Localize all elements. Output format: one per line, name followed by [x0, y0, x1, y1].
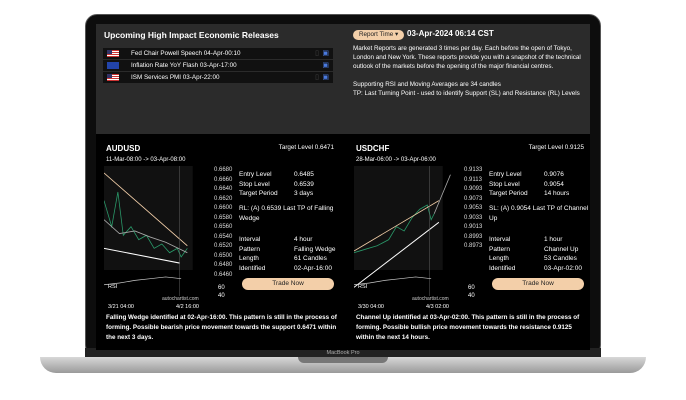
price-tick: 0.6520 — [214, 243, 233, 249]
target-level: Target Level 0.9125 — [528, 144, 584, 151]
price-chart — [354, 166, 462, 296]
calendar-add-icon[interactable]: ▣ — [322, 62, 329, 69]
length-label: Length — [239, 255, 259, 262]
rsi-axis — [218, 284, 225, 300]
price-tick: 0.9113 — [464, 176, 482, 183]
rsi-tick: 60 — [468, 285, 475, 291]
period-label: Target Period — [489, 190, 528, 197]
price-tick: 0.9133 — [464, 167, 483, 173]
report-para: TP: Last Turning Point - used to identify Support (SL) and Resistance (RL) Levels — [353, 90, 580, 97]
turning-point-note: SL: (A) 0.9054 Last TP of Channel Up — [489, 205, 589, 222]
top-section — [96, 24, 590, 134]
interval-label: Interval — [489, 236, 511, 243]
entry-label: Entry Level — [489, 171, 522, 178]
symbol: AUDUSD — [106, 144, 141, 153]
calendar-add-icon[interactable]: ▣ — [322, 50, 329, 57]
price-tick: 0.6620 — [214, 195, 233, 202]
calendar-add-icon[interactable]: ▣ — [322, 74, 329, 81]
price-axis — [464, 166, 482, 252]
pattern-value: Channel Up — [544, 245, 579, 253]
identified-value: 03-Apr-02:00 — [544, 264, 582, 272]
length-label: Length — [489, 255, 509, 262]
pattern-value: Falling Wedge — [294, 245, 336, 253]
interval-row — [239, 235, 312, 245]
entry-label: Entry Level — [239, 171, 272, 178]
period-label: Target Period — [239, 190, 278, 197]
length-value: 61 Candles — [294, 255, 327, 262]
price-tick: 0.8993 — [464, 233, 483, 240]
screen — [96, 24, 590, 350]
identified-label: Identified — [239, 264, 266, 272]
pattern-label: Pattern — [239, 245, 260, 253]
event-label: Inflation Rate YoY Flash 03-Apr-17:00 — [131, 62, 237, 69]
laptop-notch — [298, 357, 388, 363]
identified-label: Identified — [489, 264, 516, 272]
x-tick: 4/3 02:00 — [426, 304, 449, 310]
x-tick: 3/21 04:00 — [108, 304, 134, 310]
period-value: 3 days — [294, 190, 314, 197]
price-tick: 0.6600 — [214, 205, 233, 211]
interval-value: 4 hour — [294, 236, 313, 243]
price-tick: 0.6640 — [214, 186, 233, 192]
pattern-description: Channel Up identified at 03-Apr-02:00. This pattern is still in the process of forming. Possible bullish price movement towards the resistance 0.9125 within the next 14 hours. — [356, 314, 580, 341]
event-row[interactable] — [103, 72, 333, 83]
price-tick: 0.6660 — [214, 176, 233, 183]
pattern-description: Falling Wedge identified at 02-Apr-16:00. This pattern is still in the process of forming. Possible bearish price movement towards the support 0.6471 within the next 3 days. — [106, 314, 337, 341]
interval-value: 1 hour — [544, 236, 563, 243]
pattern-row — [239, 245, 335, 255]
report-time: 03-Apr-2024 06:14 CST — [407, 29, 494, 38]
stop-row — [239, 180, 314, 190]
length-row — [489, 254, 577, 264]
pattern-label: Pattern — [489, 245, 510, 253]
calendar-icon[interactable]: ▯ — [315, 50, 319, 57]
price-tick: 0.9073 — [464, 195, 483, 202]
price-tick: 0.6500 — [214, 252, 233, 259]
panel-usdchf — [346, 138, 590, 350]
rsi-tick: 40 — [468, 293, 475, 299]
report-time-dropdown[interactable]: Report Time ▾ — [353, 30, 404, 40]
interval-label: Interval — [239, 236, 261, 243]
rsi-label: RSI — [108, 284, 118, 290]
events-title: Upcoming High Impact Economic Releases — [104, 30, 279, 40]
x-tick: 3/30 04:00 — [358, 304, 384, 310]
report-text — [353, 44, 585, 98]
price-tick: 0.9053 — [464, 205, 483, 211]
price-axis — [214, 166, 232, 280]
period-value: 14 hours — [544, 190, 570, 197]
stop-value: 0.9054 — [544, 180, 564, 188]
source-label: autochartist.com — [162, 296, 199, 302]
turning-point-note: RL: (A) 0.6539 Last TP of Falling Wedge — [239, 205, 334, 222]
event-row[interactable] — [103, 48, 333, 59]
price-tick: 0.9013 — [464, 224, 483, 230]
length-value: 53 Candles — [544, 255, 577, 262]
entry-row — [489, 170, 564, 180]
target-level: Target Level 0.6471 — [278, 144, 334, 151]
price-tick: 0.6540 — [214, 233, 233, 240]
rsi-axis — [468, 284, 475, 300]
price-tick: 0.8973 — [464, 243, 483, 249]
symbol: USDCHF — [356, 144, 390, 153]
date-range: 28-Mar-06:00 -> 03-Apr-06:00 — [356, 157, 436, 163]
interval-row — [489, 235, 562, 245]
rsi-label: RSI — [358, 284, 368, 290]
price-tick: 0.6560 — [214, 224, 233, 230]
event-row[interactable] — [103, 60, 333, 71]
identified-row — [489, 264, 582, 274]
price-tick: 0.9033 — [464, 214, 483, 221]
rsi-tick: 40 — [218, 293, 225, 299]
panel-audusd — [96, 138, 340, 350]
eu-flag-icon — [107, 62, 119, 69]
identified-row — [239, 264, 332, 274]
source-label: autochartist.com — [412, 296, 449, 302]
price-tick: 0.6460 — [214, 271, 233, 278]
price-chart — [104, 166, 212, 296]
stop-label: Stop Level — [489, 180, 520, 188]
entry-value: 0.9076 — [544, 171, 564, 178]
stop-row — [489, 180, 564, 190]
entry-value: 0.6485 — [294, 171, 314, 178]
entry-row — [239, 170, 314, 180]
price-tick: 0.6480 — [214, 262, 233, 268]
rsi-tick: 60 — [218, 285, 225, 291]
report-para: Market Reports are generated 3 times per day. Each before the open of Tokyo, London and New York. These reports provide you with a snapshot of the technical outlook of the markets before the opening of the major financial centres. — [353, 45, 581, 70]
stop-label: Stop Level — [239, 180, 270, 188]
pattern-row — [489, 245, 578, 255]
stop-value: 0.6539 — [294, 180, 314, 188]
trade-now-button[interactable]: Trade Now — [242, 278, 334, 290]
us-flag-icon — [107, 50, 119, 57]
us-flag-icon — [107, 74, 119, 81]
period-row — [489, 189, 569, 199]
period-row — [239, 189, 313, 199]
length-row — [239, 254, 327, 264]
identified-value: 02-Apr-16:00 — [294, 264, 332, 272]
calendar-icon[interactable]: ▯ — [315, 74, 319, 81]
date-range: 11-Mar-08:00 -> 03-Apr-08:00 — [106, 157, 186, 163]
price-tick: 0.6680 — [214, 167, 233, 173]
x-tick: 4/2 16:00 — [176, 304, 199, 310]
laptop-brand: MacBook Pro — [326, 350, 360, 356]
price-tick: 0.9093 — [464, 186, 483, 192]
report-para: Supporting RSI and Moving Averages are 34 candles — [353, 81, 501, 88]
event-label: Fed Chair Powell Speech 04-Apr-00:10 — [131, 50, 241, 57]
trade-now-button[interactable]: Trade Now — [492, 278, 584, 290]
price-tick: 0.6580 — [214, 214, 233, 221]
event-label: ISM Services PMI 03-Apr-22:00 — [131, 74, 220, 81]
